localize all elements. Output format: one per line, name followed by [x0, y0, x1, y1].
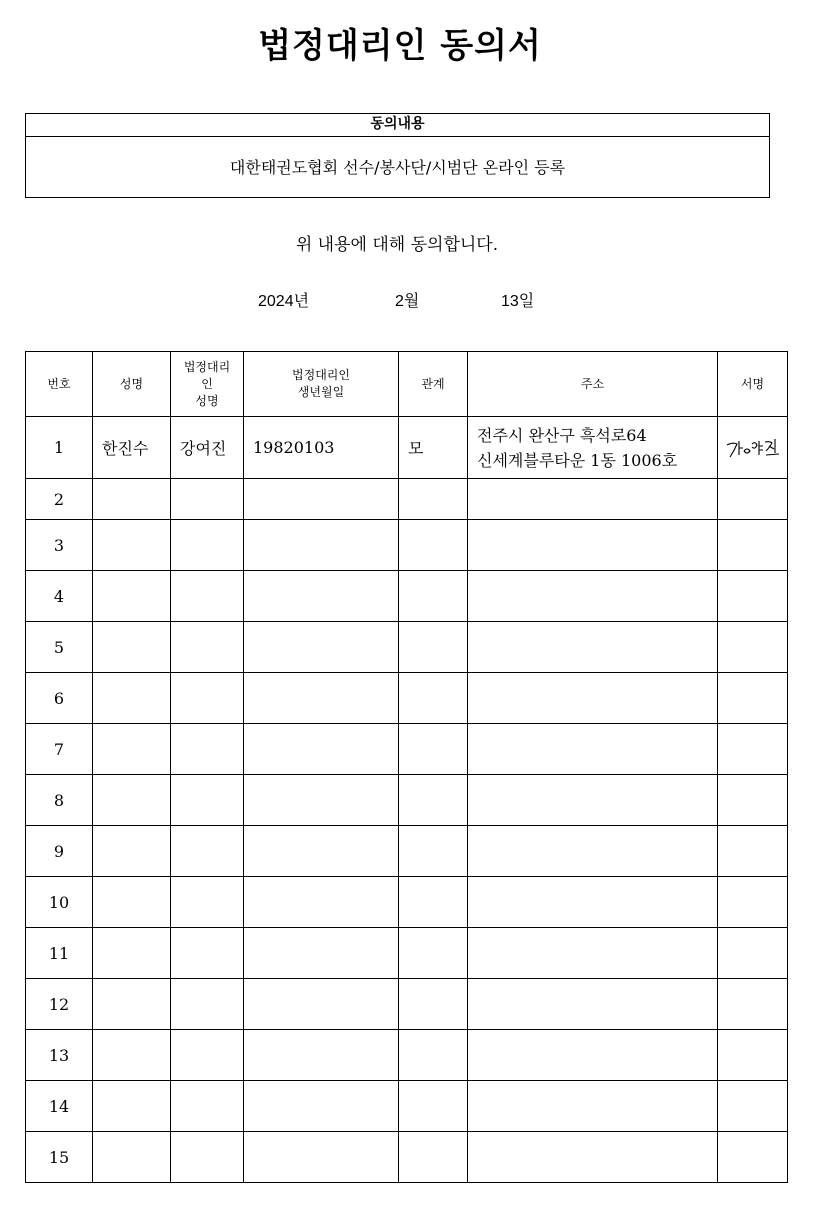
- date-day: 13일: [501, 293, 535, 310]
- header-signature: 서명: [718, 352, 788, 417]
- cell-no: 6: [26, 673, 93, 724]
- table-row: [26, 724, 788, 775]
- cell-name: 한진수: [93, 417, 171, 479]
- header-guardian-name-line3: 성명: [195, 393, 219, 408]
- cell-no: 8: [26, 775, 93, 826]
- agreement-statement: 위 내용에 대해 동의합니다.: [295, 235, 499, 255]
- cell-guardian-name: 강여진: [171, 417, 244, 479]
- date-month: 2월: [395, 293, 420, 310]
- table-row: [26, 622, 788, 673]
- cell-no: 3: [26, 520, 93, 571]
- cell-no: 1: [26, 417, 93, 479]
- cell-no: 13: [26, 1030, 93, 1081]
- cell-no: 5: [26, 622, 93, 673]
- cell-no: 7: [26, 724, 93, 775]
- consent-box: [25, 113, 770, 198]
- cell-no: 12: [26, 979, 93, 1030]
- cell-signature: [718, 417, 788, 479]
- cell-no: 9: [26, 826, 93, 877]
- cell-address: [468, 417, 718, 479]
- consent-header: 동의내용: [26, 114, 769, 137]
- table-row: [26, 928, 788, 979]
- header-guardian-birth-line2: 생년월일: [297, 385, 345, 399]
- table-row: [26, 826, 788, 877]
- date-year: 2024년: [258, 293, 310, 310]
- header-name: 성명: [93, 352, 171, 417]
- table-row: [26, 520, 788, 571]
- table-row: [26, 979, 788, 1030]
- guardian-table: [25, 351, 788, 1183]
- header-guardian-birth-line1: 법정대리인: [292, 368, 350, 382]
- consent-content: 대한태권도협회 선수/봉사단/시범단 온라인 등록: [229, 158, 566, 177]
- header-guardian-birth: [244, 352, 399, 417]
- header-guardian-name-line1: 법정대리: [183, 359, 231, 374]
- document-title: 법정대리인 동의서: [258, 26, 542, 66]
- header-guardian-name-line2: 인: [201, 376, 213, 391]
- header-address: 주소: [468, 352, 718, 417]
- table-row: [26, 673, 788, 724]
- cell-no: 2: [26, 479, 93, 520]
- header-no: 번호: [26, 352, 93, 417]
- handwritten-signature: [724, 433, 782, 463]
- cell-no: 11: [26, 928, 93, 979]
- address-line1: 전주시 완산구 흑석로64: [477, 425, 647, 445]
- address-line2: 신세계블루타운 1동 1006호: [477, 450, 678, 470]
- table-row: [26, 1030, 788, 1081]
- table-row: [26, 1132, 788, 1183]
- cell-guardian-birth: 19820103: [244, 417, 399, 479]
- header-guardian-name: [171, 352, 244, 417]
- table-row: [26, 571, 788, 622]
- cell-relation: 모: [399, 417, 468, 479]
- table-row: [26, 417, 788, 479]
- table-row: [26, 775, 788, 826]
- cell-no: 4: [26, 571, 93, 622]
- table-row: [26, 479, 788, 520]
- table-header-row: [26, 352, 788, 417]
- table-row: [26, 1081, 788, 1132]
- cell-no: 14: [26, 1081, 93, 1132]
- cell-no: 15: [26, 1132, 93, 1183]
- header-relation: 관계: [399, 352, 468, 417]
- cell-no: 10: [26, 877, 93, 928]
- table-row: [26, 877, 788, 928]
